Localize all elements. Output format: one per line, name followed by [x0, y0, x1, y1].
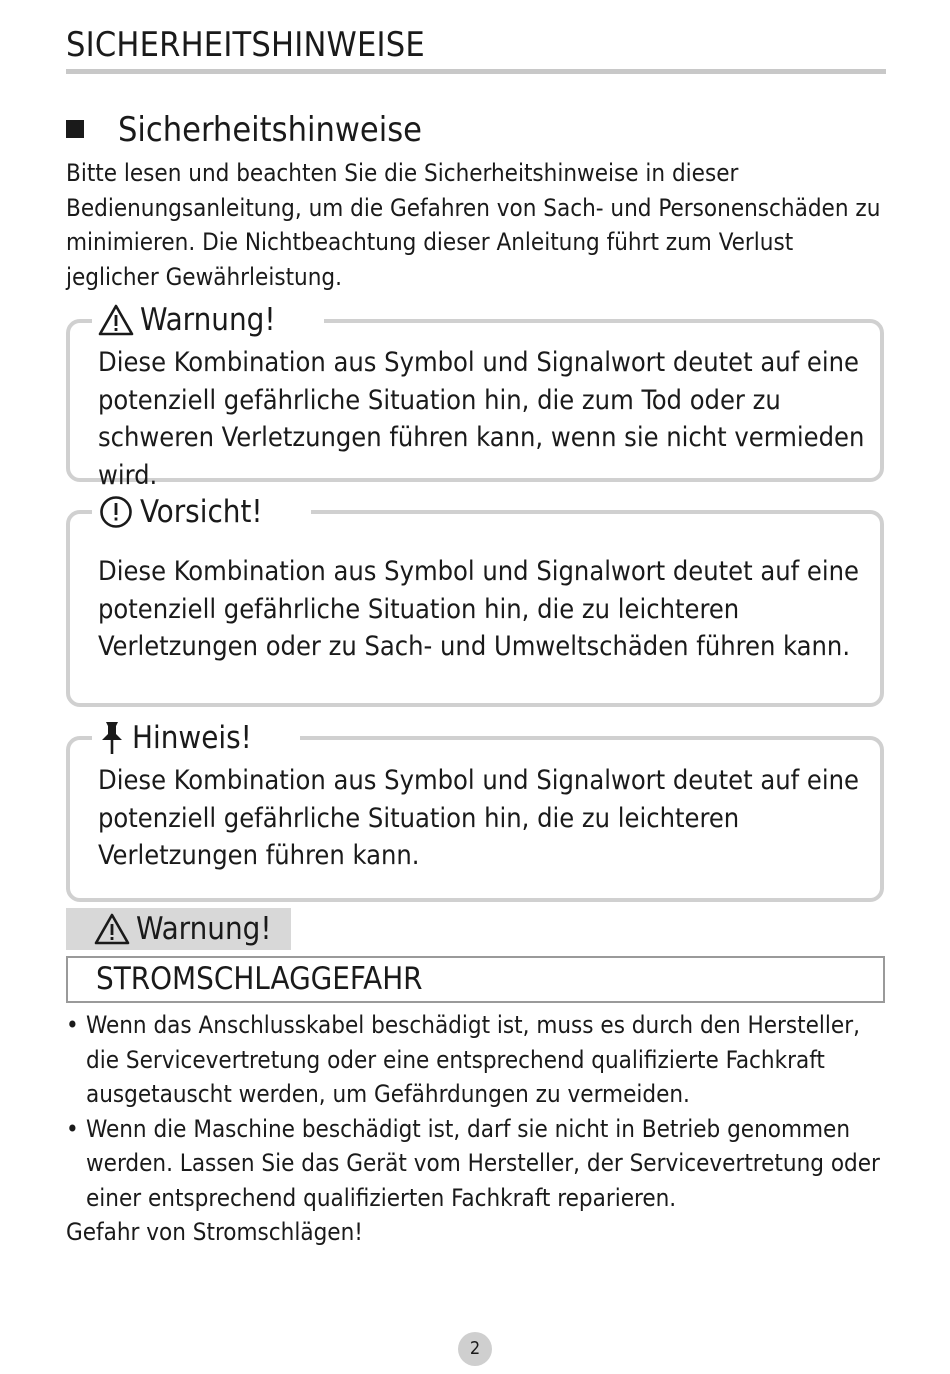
warning-triangle-icon: [98, 304, 134, 336]
caution-notice-label-text: Vorsicht!: [140, 494, 263, 530]
section-heading: [66, 108, 886, 152]
pushpin-icon: [98, 720, 126, 756]
hazard-title: STROMSCHLAGGEFAHR: [66, 956, 885, 1003]
page-number-badge: 2: [458, 1332, 492, 1366]
page-header-title: SICHERHEITSHINWEISE: [66, 25, 425, 65]
note-notice-label-text: Hinweis!: [132, 720, 252, 756]
warning-triangle-icon: [94, 913, 130, 945]
list-item: • Wenn das Anschlusskabel beschädigt ist, muss es durch den Hersteller, die Servicevertretung oder eine entsprechend qualifizierte Fachkraft ausgetauscht werden, um Gefährdungen zu vermeiden.: [66, 1008, 886, 1112]
caution-notice-text: Diese Kombination aus Symbol und Signalwort deutet auf eine potenziell gefährliche Situation hin, die zu leichteren Verletzungen oder zu Sach- und Umweltschäden führen kann.: [98, 556, 859, 662]
electric-warning-label: Warnung!: [136, 911, 272, 947]
warning-notice-label-text: Warnung!: [140, 302, 276, 338]
warning-notice-label: [92, 302, 324, 338]
electric-warning-tab: [66, 908, 291, 950]
exclamation-circle-icon: [98, 495, 134, 529]
hazard-bullet-list: [66, 1008, 886, 1216]
square-bullet-icon: [66, 120, 84, 138]
section-heading-text: Sicherheitshinweise: [118, 110, 422, 150]
intro-paragraph: Bitte lesen und beachten Sie die Sicherheitshinweise in dieser Bedienungsanleitung, um die Gefahren von Sach- und Personenschäden zu minimieren. Die Nichtbeachtung dieser Anleitung führt zum Verlust jeglicher Gewährleistung.: [66, 159, 881, 291]
list-item: • Wenn die Maschine beschädigt ist, darf sie nicht in Betrieb genommen werden. Lassen Sie das Gerät vom Hersteller, der Servicevertretung oder einer entsprechend qualifizierten Fachkraft reparieren.: [66, 1112, 886, 1216]
header-rule: [66, 69, 886, 74]
note-notice-label: [92, 720, 300, 756]
closing-warning: Gefahr von Stromschlägen!: [66, 1218, 363, 1246]
caution-notice-label: [92, 494, 311, 530]
note-notice-text: Diese Kombination aus Symbol und Signalwort deutet auf eine potenziell gefährliche Situation hin, die zu leichteren Verletzungen führen kann.: [98, 765, 859, 871]
warning-notice-text: Diese Kombination aus Symbol und Signalwort deutet auf eine potenziell gefährliche Situation hin, die zum Tod oder zu schweren Verletzungen führen kann, wenn sie nicht vermieden wird.: [98, 347, 865, 491]
